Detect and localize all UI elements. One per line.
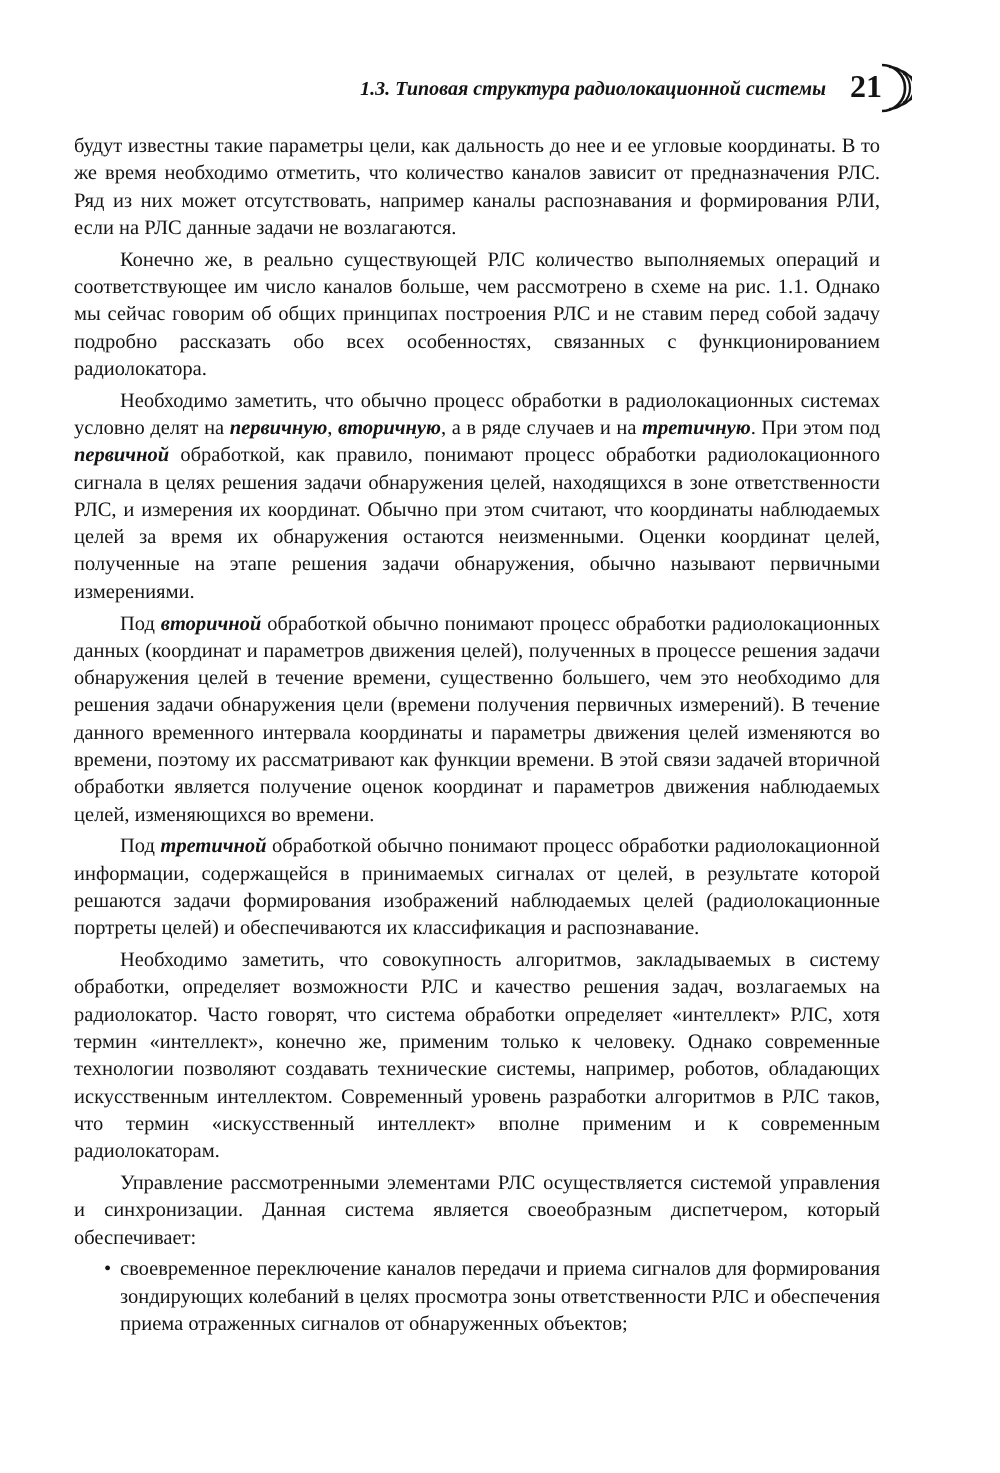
paragraph-6: Необходимо заметить, что совокупность алгоритмов, закладываемых в систему обработки, определяет возможности РЛС и качество решения задач, возлагаемых на радиолокатор. Часто говорят, что система обработки определяет «интеллект» РЛС, хотя термин «интеллект», конечно же, применим только к человеку. Однако современные технологии позволяют создавать технические системы, например, роботов, обладающих искусственным интеллектом. Современный уровень разработки алгоритмов в РЛС таков, что термин «искусственный интеллект» вполне применим и к современным радиолокаторам. <box>74 949 880 1163</box>
paragraph-3 <box>74 388 880 606</box>
paragraph-5-text: обработкой обычно понимают процесс обработки радиолокационной информации, содержащейся в принимаемых сигналах от целей, в результате которой решаются задачи формирования изображений наблюдаемых целей (радиолокационные портреты целей) и обеспечиваются их классификация и распознавание. <box>74 835 880 940</box>
term-secondary-processing: вторичной <box>160 612 262 635</box>
paragraph-5 <box>74 833 880 942</box>
list-item <box>74 1256 880 1338</box>
term-tertiary: третичную <box>642 416 751 439</box>
paragraph-3-text: обработкой, как правило, понимают процесс обработки радиолокационного сигнала в целях решения задачи обнаружения целей, находящихся в зоне ответственности РЛС, и измерения их координат. Обычно при этом считают, что координаты наблюдаемых целей за время их обнаружения остаются неизменными. Оценки координат целей, полученные на этапе решения задачи обнаружения, обычно называют первичными измерениями. <box>74 444 880 603</box>
paragraph-3-text: Необходимо заметить, что обычно процесс обработки в радиолокационных системах условно делят на <box>74 389 880 439</box>
paragraph-2: Конечно же, в реально существующей РЛС количество выполняемых операций и соответствующее им число каналов больше, чем рассмотрено в схеме на рис. 1.1. Однако мы сейчас говорим об общих принципах построения РЛС и не ставим перед собой задачу подробно рассказать обо всех особенностях, связанных с функционированием радиолокатора. <box>74 248 880 380</box>
paragraph-3-text: . При этом под <box>750 416 881 439</box>
bullet-icon: • <box>104 1258 112 1281</box>
term-primary: первичную <box>229 416 328 439</box>
term-primary-processing: первичной <box>74 444 170 467</box>
running-title: 1.3. Типовая структура радиолокационной системы <box>360 78 826 100</box>
paragraph-3-text: , <box>327 416 339 439</box>
paragraph-3-text: , а в ряде случаев и на <box>440 416 643 439</box>
list-item-text: своевременное переключение каналов передачи и приема сигналов для формирования зондирующих колебаний в целях просмотра зоны ответственности РЛС и обеспечения приема отраженных сигналов от обнаруженных объектов; <box>120 1258 880 1335</box>
page-body <box>74 133 880 1338</box>
paragraph-7: Управление рассмотренными элементами РЛС осуществляется системой управления и синхронизации. Данная система является своеобразным диспетчером, который обеспечивает: <box>74 1171 880 1249</box>
paragraph-4 <box>74 611 880 829</box>
page-number-arcs-icon <box>878 62 912 114</box>
paragraph-4-text: Под <box>120 612 161 635</box>
term-secondary: вторичную <box>338 416 441 439</box>
page-number: 21 <box>850 68 882 104</box>
paragraph-5-text: Под <box>120 835 161 858</box>
term-tertiary-processing: третичной <box>160 835 267 858</box>
page-header <box>74 68 912 118</box>
paragraph-4-text: обработкой обычно понимают процесс обработки радиолокационных данных (координат и параметров движения целей), полученных в процессе решения задачи обнаружения целей в течение времени, существенно большего, чем это необходимо для решения задачи обнаружения цели (времени получения первичных измерений). В течение данного временного интервала координаты и параметры движения целей изменяются во времени, поэтому их рассматривают как функции времени. В этой связи задачей вторичной обработки является получение оценок координат и параметров движения наблюдаемых целей, изменяющихся во времени. <box>74 612 880 826</box>
paragraph-1: будут известны такие параметры цели, как дальность до нее и ее угловые координаты. В то же время необходимо отметить, что количество каналов зависит от предназначения РЛС. Ряд из них может отсутствовать, например каналы распознавания и формирования РЛИ, если на РЛС данные задачи не возлагаются. <box>74 135 880 239</box>
